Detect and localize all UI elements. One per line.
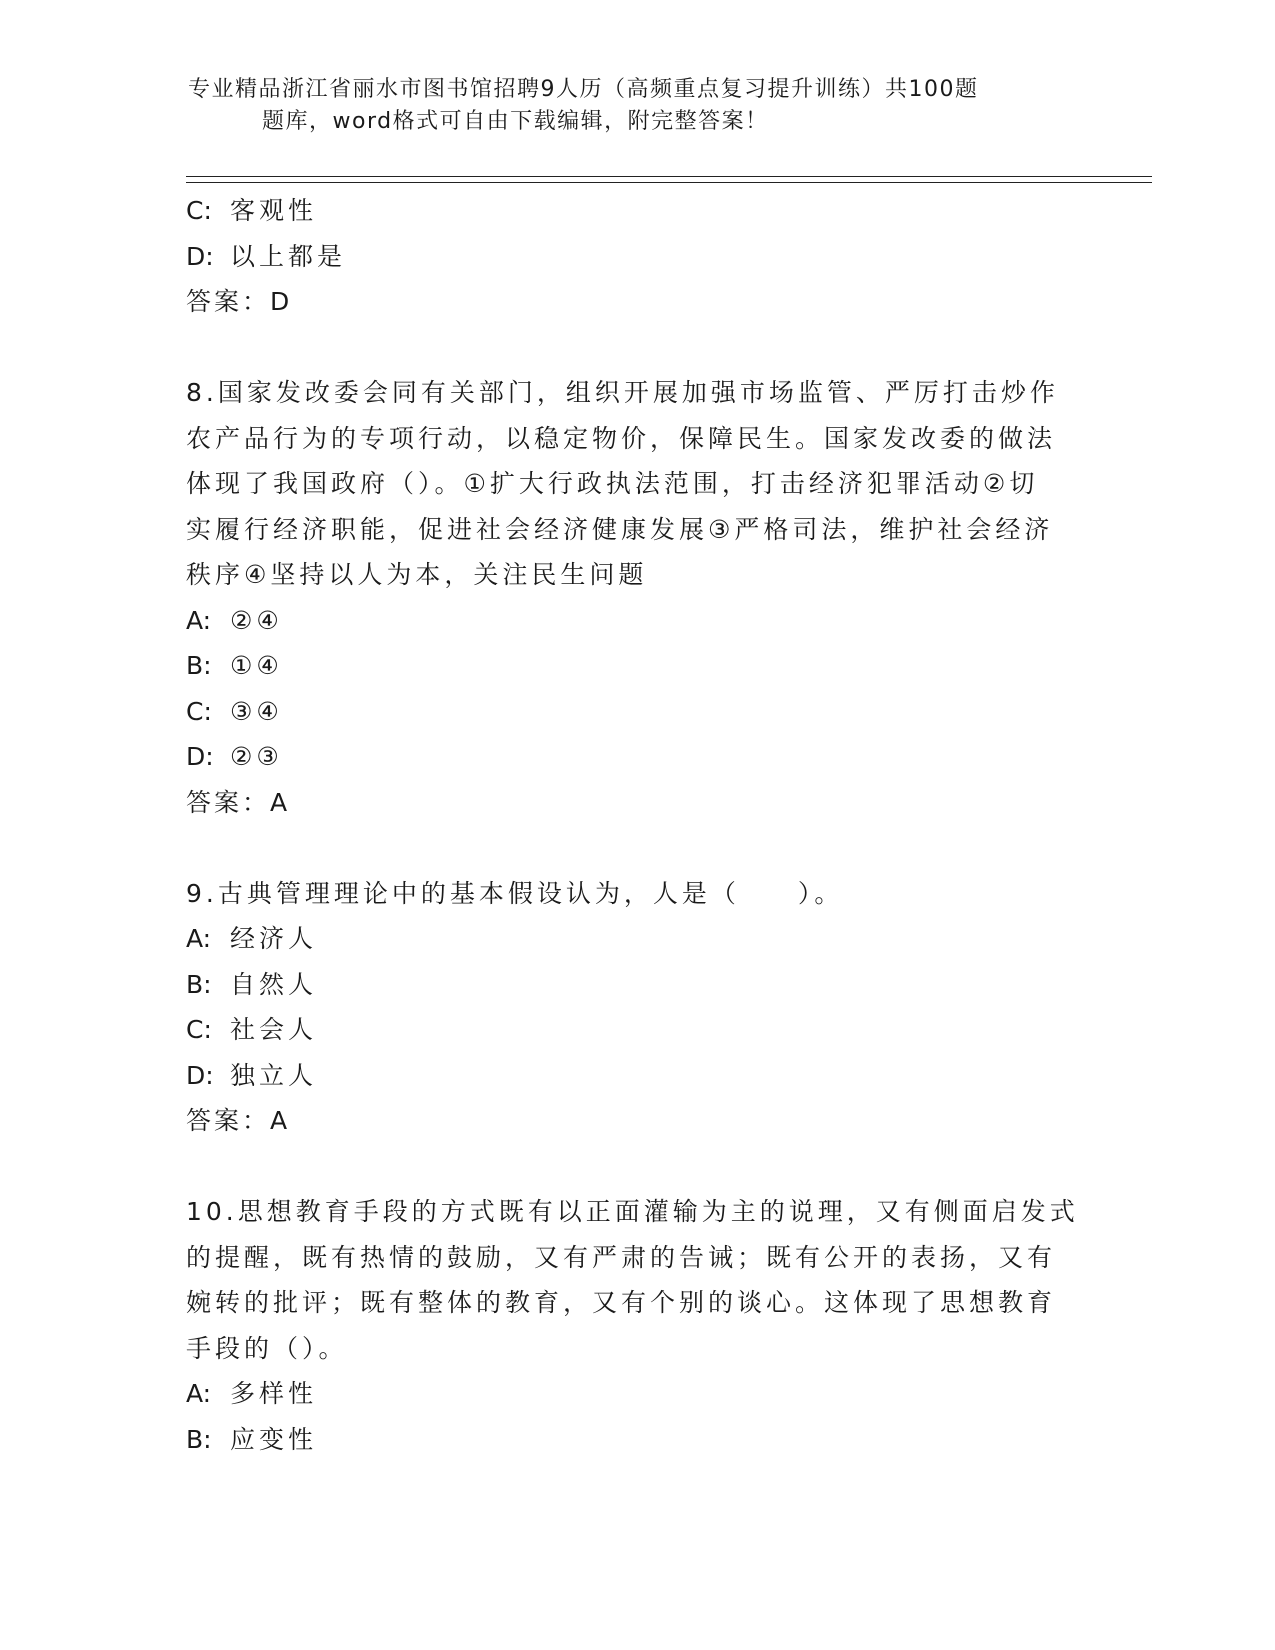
question-stem-line: 8.国家发改委会同有关部门，组织开展加强市场监管、严厉打击炒作 — [186, 378, 1059, 407]
header-title-line1: 专业精品浙江省丽水市图书馆招聘9人历（高频重点复习提升训练）共100题 — [188, 77, 979, 102]
option-text: ①④ — [230, 651, 283, 680]
option-d — [186, 234, 1066, 280]
option-letter: D: — [186, 742, 214, 771]
option-b — [186, 1417, 1066, 1463]
option-letter: B: — [186, 1424, 212, 1454]
header-title-line2: 题库，word格式可自由下载编辑，附完整答案！ — [262, 109, 769, 134]
option-c — [186, 188, 1066, 234]
header-divider-top — [186, 176, 1152, 177]
option-letter: D: — [186, 241, 214, 271]
question-9 — [186, 871, 1066, 1144]
option-text: 独立人 — [230, 1060, 318, 1090]
question-10 — [186, 1189, 1079, 1462]
question-stem-line: 农产品行为的专项行动，以稳定物价，保障民生。国家发改委的做法 — [186, 423, 1057, 453]
option-text: 自然人 — [230, 969, 318, 999]
option-letter: C: — [186, 1015, 212, 1044]
option-text: 客观性 — [230, 196, 318, 225]
option-text: ②④ — [230, 605, 283, 635]
option-b — [186, 962, 1066, 1008]
option-letter: A: — [186, 924, 212, 953]
answer: 答案：A — [186, 787, 291, 817]
option-c — [186, 1007, 1066, 1053]
option-letter: C: — [186, 196, 212, 225]
question-stem-line: 9.古典管理理论中的基本假设认为，人是（ ）。 — [186, 878, 844, 908]
question-stem-line: 手段的（）。 — [186, 1333, 348, 1363]
question-stem-line: 的提醒，既有热情的鼓励，又有严肃的告诫；既有公开的表扬，又有 — [186, 1242, 1057, 1272]
question-stem-line: 10.思想教育手段的方式既有以正面灌输为主的说理，又有侧面启发式 — [186, 1197, 1079, 1226]
option-text: 社会人 — [230, 1015, 318, 1044]
page-header — [188, 74, 1088, 138]
option-text: 以上都是 — [230, 241, 347, 271]
question-stem-line: 体现了我国政府（）。①扩大行政执法范围，打击经济犯罪活动②切 — [186, 469, 1039, 498]
option-d — [186, 734, 1066, 780]
option-letter: C: — [186, 696, 212, 726]
answer: 答案：D — [186, 287, 293, 316]
option-d — [186, 1053, 1066, 1099]
option-a — [186, 1371, 1066, 1417]
question-stem-line: 实履行经济职能，促进社会经济健康发展③严格司法，维护社会经济 — [186, 514, 1054, 544]
option-a — [186, 916, 1066, 962]
option-text: 多样性 — [230, 1379, 318, 1408]
option-letter: B: — [186, 651, 212, 680]
option-text: ②③ — [230, 742, 283, 771]
option-text: ③④ — [230, 696, 283, 726]
option-text: 经济人 — [230, 924, 318, 953]
option-c — [186, 689, 1066, 735]
option-letter: A: — [186, 605, 212, 635]
option-letter: B: — [186, 969, 212, 999]
header-divider-bottom — [186, 182, 1152, 183]
option-letter: D: — [186, 1060, 214, 1090]
option-a — [186, 598, 1066, 644]
option-b — [186, 643, 1066, 689]
question-content — [186, 188, 1079, 1462]
question-stem-line: 婉转的批评；既有整体的教育，又有个别的谈心。这体现了思想教育 — [186, 1288, 1057, 1317]
question-7-tail — [186, 188, 1066, 325]
option-text: 应变性 — [230, 1424, 318, 1454]
question-8 — [186, 370, 1066, 825]
answer: 答案：A — [186, 1106, 291, 1135]
question-stem-line: 秩序④坚持以人为本，关注民生问题 — [186, 560, 648, 589]
option-letter: A: — [186, 1379, 212, 1408]
